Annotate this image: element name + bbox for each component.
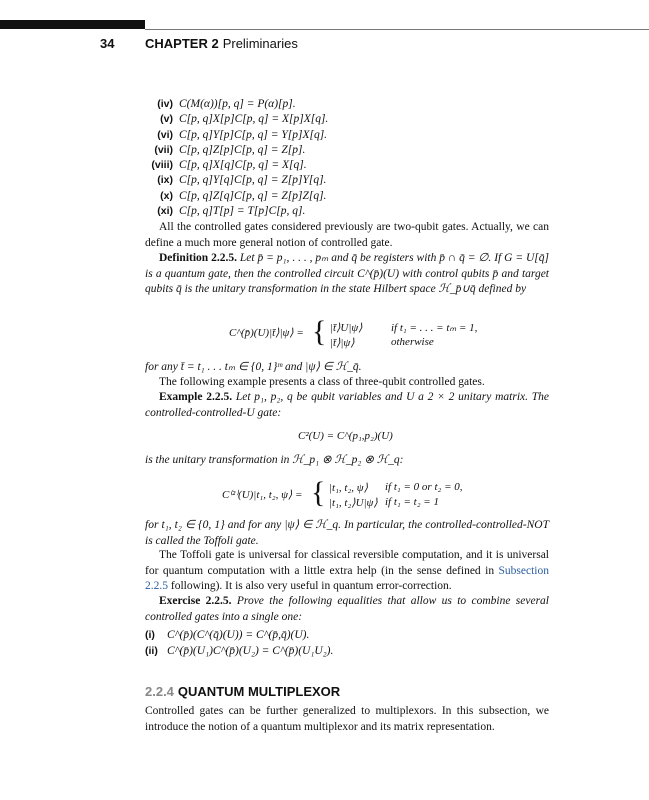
example-case2-expr: |t₁, t₂⟩U|ψ⟩ (329, 497, 378, 509)
definition-brace: { (312, 315, 327, 348)
equation-expr: C[p, q]Y[q]C[p, q] = Z[p]Y[q]. (179, 174, 327, 187)
definition-title: Definition 2.2.5. (159, 252, 237, 264)
equation-row (145, 204, 328, 219)
equation-label: (x) (160, 189, 173, 202)
equation-expr: C[p, q]Y[p]C[p, q] = Y[p]X[q]. (179, 128, 328, 141)
toffoli-text-a: The Toffoli gate is universal for classical reversible computation, and it is universal for quantum computation with a little extra help (in the sense defined in (145, 549, 549, 577)
equation-label: (viii) (151, 159, 173, 172)
subsection-link[interactable]: Subsection 2.2.5 (145, 564, 549, 592)
example-text: Let p₁, p₂, q be qubit variables and U a 2 × 2 unitary matrix. The controlled-controlled-U gate: (145, 391, 549, 419)
definition-case1-cond: if t₁ = . . . = tₘ = 1, (391, 322, 478, 334)
example-equation: C²(U) = C^(p₁,p₂)(U) (298, 430, 393, 442)
section-title: QUANTUM MULTIPLEXOR (177, 684, 341, 699)
equation-row (145, 173, 328, 188)
header-rule (145, 29, 649, 30)
equation-row (145, 189, 328, 204)
example-brace: { (311, 476, 326, 509)
definition-case2-expr: |t̄⟩|ψ⟩ (330, 337, 355, 349)
exercise-item (145, 643, 333, 659)
exercise-item-label: (ii) (145, 645, 158, 657)
running-head (145, 36, 298, 51)
section-number: 2.2.4 (145, 684, 174, 699)
header-bar (0, 20, 145, 29)
example-block (145, 390, 549, 421)
equation-label: (vii) (154, 143, 173, 156)
definition-case1-expr: |t̄⟩U|ψ⟩ (330, 322, 363, 334)
exercise-list (145, 627, 333, 659)
exercise-item-expr: C^(p̄)(U₁)C^(p̄)(U₂) = C^(p̄)(U₁U₂). (167, 645, 334, 657)
example-after: is the unitary transformation in ℋ_p₁ ⊗ ℋ_p₂ ⊗ ℋ_q: (145, 454, 404, 466)
example-title: Example 2.2.5. (159, 391, 233, 403)
equation-expr: C[p, q]Z[q]C[p, q] = Z[p]Z[q]. (179, 189, 327, 202)
example-tail: for t₁, t₂ ∈ {0, 1} and for any |ψ⟩ ∈ ℋ_q. In particular, the controlled-controlled-NOT is called the Toffoli gate. (145, 519, 549, 547)
equation-expr: C[p, q]T[p] = T[p]C[p, q]. (179, 205, 306, 218)
example-lhs: C⁽²⁾(U)|t₁, t₂, ψ⟩ = (222, 489, 303, 501)
definition-after: for any t̄ = t₁ . . . tₘ ∈ {0, 1}ᵐ and |ψ⟩ ∈ ℋ_q̄. (145, 361, 362, 373)
example-case1-cond: if t₁ = 0 or t₂ = 0, (385, 481, 463, 493)
example-case1-expr: |t₁, t₂, ψ⟩ (329, 482, 368, 494)
equation-row (145, 112, 328, 127)
definition-case2-cond: otherwise (391, 336, 434, 348)
definition-block (145, 251, 549, 298)
paragraph-intro: All the controlled gates considered previously are two-qubit gates. Actually, we can define a much more general notion of controlled gate. (145, 221, 549, 249)
section-text: Controlled gates can be further generalized to multiplexors. In this subsection, we introduce the notion of a quantum multiplexor and its matrix representation. (145, 705, 549, 733)
equation-label: (vi) (157, 128, 173, 141)
equation-label: (ix) (157, 174, 173, 187)
paragraph-example-intro: The following example presents a class of three-qubit controlled gates. (159, 376, 485, 388)
equation-expr: C[p, q]X[p]C[p, q] = X[p]X[q]. (179, 113, 329, 126)
definition-text: Let p̄ = p₁, . . . , pₘ and q̄ be registers with p̄ ∩ q̄ = ∅. If G = U[q̄] is a quantum gate, then the controlled circuit C^(p̄)(U) with control qubits p̄ and target qubits q̄ is the unitary transformation in the state Hilbert space ℋ_p̄∪q̄ defined by (145, 252, 549, 295)
exercise-title: Exercise 2.2.5. (159, 595, 232, 607)
equation-label: (v) (160, 113, 173, 126)
toffoli-text-b: following). It is also very useful in quantum error-correction. (168, 580, 452, 592)
exercise-block (145, 594, 549, 625)
exercise-item-expr: C^(p̄)(C^(q̄)(U)) = C^(p̄,q̄)(U). (167, 629, 310, 641)
equation-label: (iv) (157, 98, 173, 110)
equation-row (145, 143, 328, 158)
equation-row (145, 128, 328, 143)
equation-expr: C(M(α))[p, q] = P(α)[p]. (179, 98, 296, 110)
equation-expr: C[p, q]Z[p]C[p, q] = Z[p]. (179, 143, 306, 156)
section-heading (145, 684, 340, 699)
equation-expr: C[p, q]X[q]C[p, q] = X[q]. (179, 159, 307, 172)
exercise-text: Prove the following equalities that allow us to combine several controlled gates into a single one: (145, 595, 549, 623)
exercise-item (145, 627, 333, 643)
equation-row (145, 158, 328, 173)
exercise-item-label: (i) (145, 629, 155, 641)
example-case2-cond: if t₁ = t₂ = 1 (385, 496, 439, 508)
chapter-label: CHAPTER 2 (145, 36, 219, 51)
definition-lhs: C^(p̄)(U)|t̄⟩|ψ⟩ = (229, 327, 304, 339)
chapter-title: Preliminaries (222, 36, 298, 51)
page-number: 34 (100, 36, 115, 51)
equation-label: (xi) (157, 205, 173, 218)
paragraph-toffoli (145, 548, 549, 595)
equation-row (145, 97, 328, 112)
equation-list (145, 97, 328, 219)
